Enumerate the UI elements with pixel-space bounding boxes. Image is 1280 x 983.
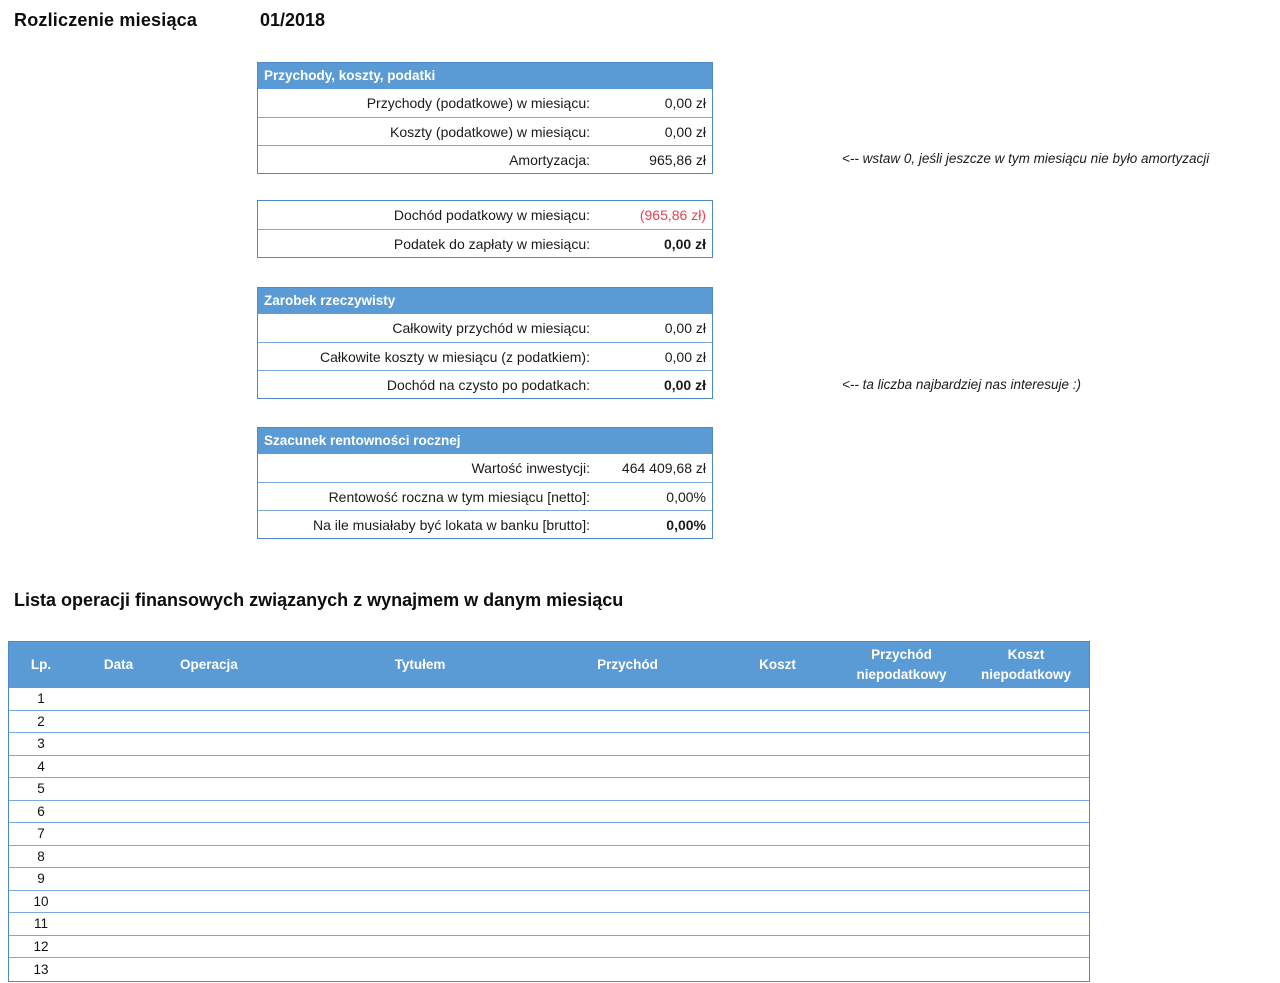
table-row[interactable]: [9, 778, 1089, 801]
table-row[interactable]: [9, 801, 1089, 824]
row-number: 11: [33, 916, 48, 932]
table-row[interactable]: [9, 823, 1089, 846]
column-header-przychod-niepodatkowy: Przychód niepodatkowy: [856, 647, 947, 682]
row-label: Całkowity przychód w miesiącu:: [392, 320, 590, 336]
box-income-costs-taxes-header: Przychody, koszty, podatki: [258, 63, 712, 89]
table-row[interactable]: [9, 756, 1089, 779]
row-number: 6: [37, 803, 45, 819]
row-number: 1: [37, 691, 45, 707]
row-amortization: [258, 145, 712, 173]
row-label: Dochód na czysto po podatkach:: [386, 376, 590, 393]
column-header-lp: Lp.: [30, 657, 52, 673]
box-tax-result: [257, 200, 713, 258]
row-label: Na ile musiałaby być lokata w banku [brutto]:: [312, 516, 590, 533]
net-profit-value: 0,00 zł: [663, 376, 706, 393]
row-label: Koszty (podatkowe) w miesiącu:: [390, 123, 590, 140]
net-income-note: <-- ta liczba najbardziej nas interesuje :): [842, 377, 1081, 392]
column-header-operacja: Operacja: [180, 657, 238, 673]
row-label: Rentowość roczna w tym miesiącu [netto]:: [328, 488, 590, 505]
row-number: 4: [37, 758, 45, 774]
total-income-value: 0,00 zł: [664, 320, 706, 336]
table-row[interactable]: [9, 846, 1089, 869]
row-label: Dochód podatkowy w miesiącu:: [393, 207, 590, 223]
column-header-data: Data: [103, 657, 134, 673]
row-total-costs: [258, 342, 712, 370]
row-number: 5: [37, 781, 45, 797]
table-row[interactable]: [9, 958, 1089, 981]
row-number: 2: [37, 713, 45, 729]
row-total-income: [258, 314, 712, 342]
operations-table-header: [9, 642, 1089, 688]
box-yearly-profitability-header: Szacunek rentowności rocznej: [258, 428, 712, 454]
row-number: 10: [33, 893, 49, 909]
amortization-value[interactable]: 965,86 zł: [649, 151, 706, 168]
row-investment-value: [258, 454, 712, 482]
tax-due-value: 0,00 zł: [663, 235, 706, 252]
row-number: 13: [33, 961, 49, 977]
page-title: Rozliczenie miesiąca: [14, 10, 198, 30]
box-real-earnings-header: Zarobek rzeczywisty: [258, 288, 712, 314]
operations-table: [8, 641, 1090, 982]
taxable-costs-value[interactable]: 0,00 zł: [664, 123, 706, 140]
row-label: Przychody (podatkowe) w miesiącu:: [366, 95, 590, 111]
total-costs-value: 0,00 zł: [664, 348, 706, 365]
column-header-tytulem: Tytułem: [394, 657, 446, 673]
row-number: 7: [37, 826, 45, 842]
row-taxable-income: [258, 89, 712, 117]
row-net-profit: [258, 370, 712, 398]
table-row[interactable]: [9, 733, 1089, 756]
row-number: 12: [33, 938, 49, 954]
table-row[interactable]: [9, 936, 1089, 959]
column-header-koszt-niepodatkowy: Koszt niepodatkowy: [980, 647, 1071, 682]
table-row[interactable]: [9, 913, 1089, 936]
investment-value[interactable]: 464 409,68 zł: [621, 460, 706, 476]
taxable-income-value[interactable]: 0,00 zł: [664, 95, 706, 111]
operations-section-title: Lista operacji finansowych związanych z wynajmem w danym miesiącu: [14, 590, 624, 610]
row-net-yearly-return: [258, 482, 712, 510]
row-taxable-profit: [258, 201, 712, 229]
box-real-earnings: [257, 287, 713, 399]
row-label: Amortyzacja:: [509, 151, 590, 168]
month-value[interactable]: 01/2018: [260, 10, 326, 30]
column-header-przychod: Przychód: [597, 657, 658, 673]
table-row[interactable]: [9, 711, 1089, 734]
bank-deposit-equivalent-value: 0,00%: [666, 516, 706, 533]
box-income-costs-taxes: [257, 62, 713, 174]
column-header-koszt: Koszt: [759, 657, 796, 673]
taxable-profit-value: (965,86 zł): [639, 207, 706, 223]
row-label: Podatek do zapłaty w miesiącu:: [393, 235, 590, 252]
row-number: 8: [37, 848, 45, 864]
row-label: Wartość inwestycji:: [471, 460, 590, 476]
table-row[interactable]: [9, 868, 1089, 891]
row-tax-due: [258, 229, 712, 257]
net-yearly-return-value: 0,00%: [666, 488, 706, 505]
row-number: 3: [37, 736, 45, 752]
row-bank-deposit-equivalent: [258, 510, 712, 538]
row-label: Całkowite koszty w miesiącu (z podatkiem):: [320, 348, 590, 365]
amortization-note: <-- wstaw 0, jeśli jeszcze w tym miesiącu nie było amortyzacji: [842, 151, 1210, 166]
row-number: 9: [37, 871, 45, 887]
row-taxable-costs: [258, 117, 712, 145]
table-row[interactable]: [9, 688, 1089, 711]
table-row[interactable]: [9, 891, 1089, 914]
box-yearly-profitability: [257, 427, 713, 539]
